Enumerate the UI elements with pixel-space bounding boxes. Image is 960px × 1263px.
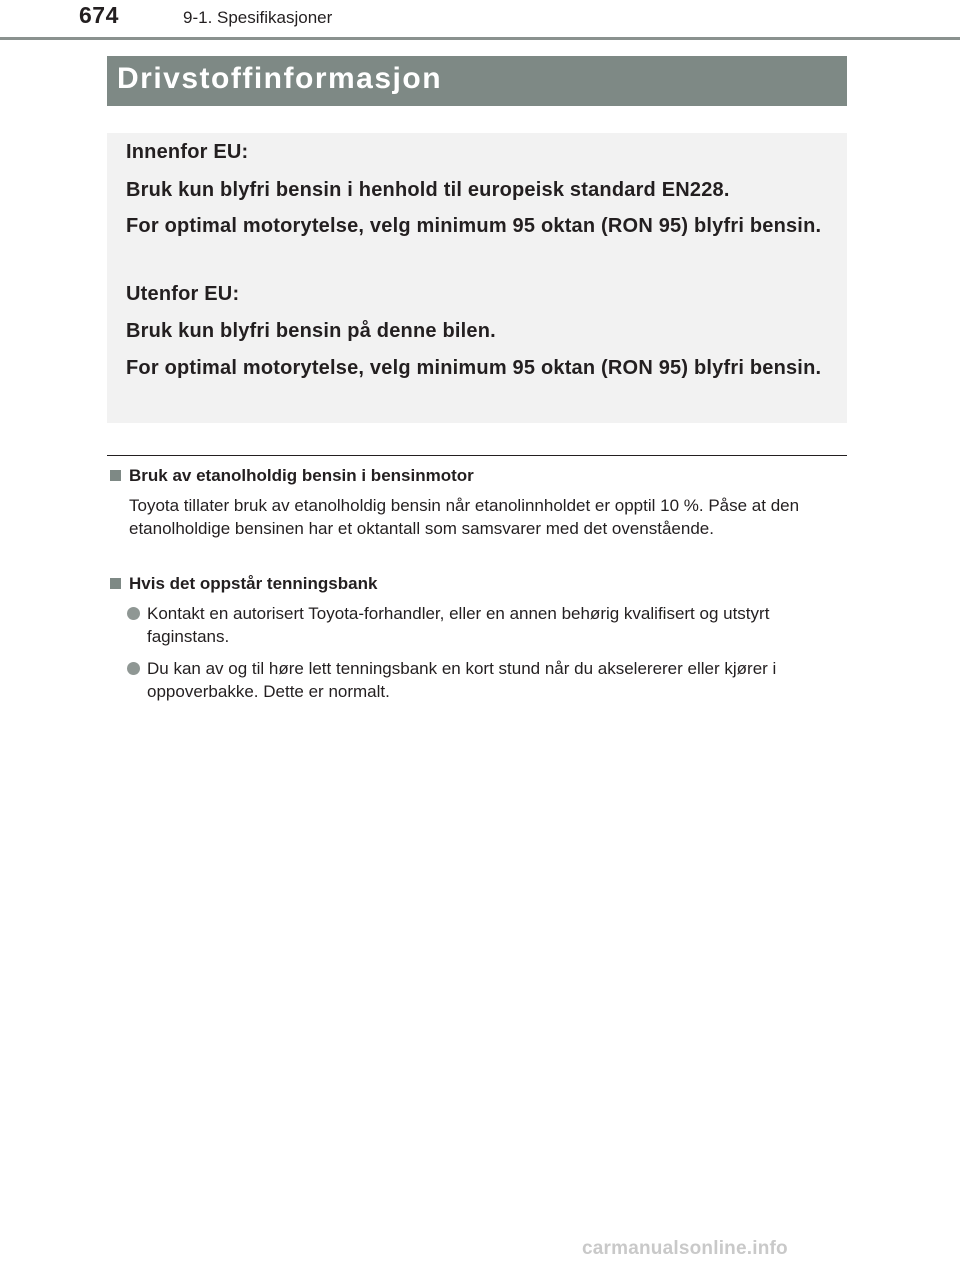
list-item <box>126 657 848 703</box>
section-heading <box>110 573 377 595</box>
info-line: For optimal motorytelse, velg minimum 95 oktan (RON 95) blyfri bensin. <box>126 357 822 379</box>
info-line: Bruk kun blyfri bensin på denne bilen. <box>126 320 496 342</box>
page-title: Drivstoffinformasjon <box>117 62 443 95</box>
list-item-text: Du kan av og til høre lett tenningsbank en kort stund når du akselererer eller kjører i oppoverbakke. Dette er normalt. <box>147 659 777 701</box>
square-bullet-icon <box>110 578 121 589</box>
watermark: carmanualsonline.info <box>582 1238 788 1259</box>
section-heading <box>110 465 474 487</box>
divider <box>107 455 847 456</box>
info-line: Utenfor EU: <box>126 283 240 305</box>
header-rule <box>0 37 960 40</box>
info-line: Bruk kun blyfri bensin i henhold til europeisk standard EN228. <box>126 179 730 201</box>
info-box <box>107 133 847 423</box>
section-heading-text: Bruk av etanolholdig bensin i bensinmotor <box>129 466 474 485</box>
section-paragraph: Toyota tillater bruk av etanolholdig bensin når etanolinnholdet er opptil 10 %. Påse at den etanolholdige bensinen har et oktantall som samsvarer med det ovenstående. <box>129 496 800 538</box>
circle-bullet-icon <box>127 662 140 675</box>
info-line: For optimal motorytelse, velg minimum 95 oktan (RON 95) blyfri bensin. <box>126 215 822 237</box>
list-item-text: Kontakt en autorisert Toyota-forhandler, eller en annen behørig kvalifisert og utstyrt faginstans. <box>147 604 770 646</box>
info-line: Innenfor EU: <box>126 141 249 163</box>
section-title: 9-1. Spesifikasjoner <box>183 8 333 27</box>
section-heading-text: Hvis det oppstår tenningsbank <box>129 574 378 593</box>
list-item <box>126 602 848 648</box>
square-bullet-icon <box>110 470 121 481</box>
title-bar <box>107 56 847 106</box>
page-number: 674 <box>79 2 119 28</box>
circle-bullet-icon <box>127 607 140 620</box>
